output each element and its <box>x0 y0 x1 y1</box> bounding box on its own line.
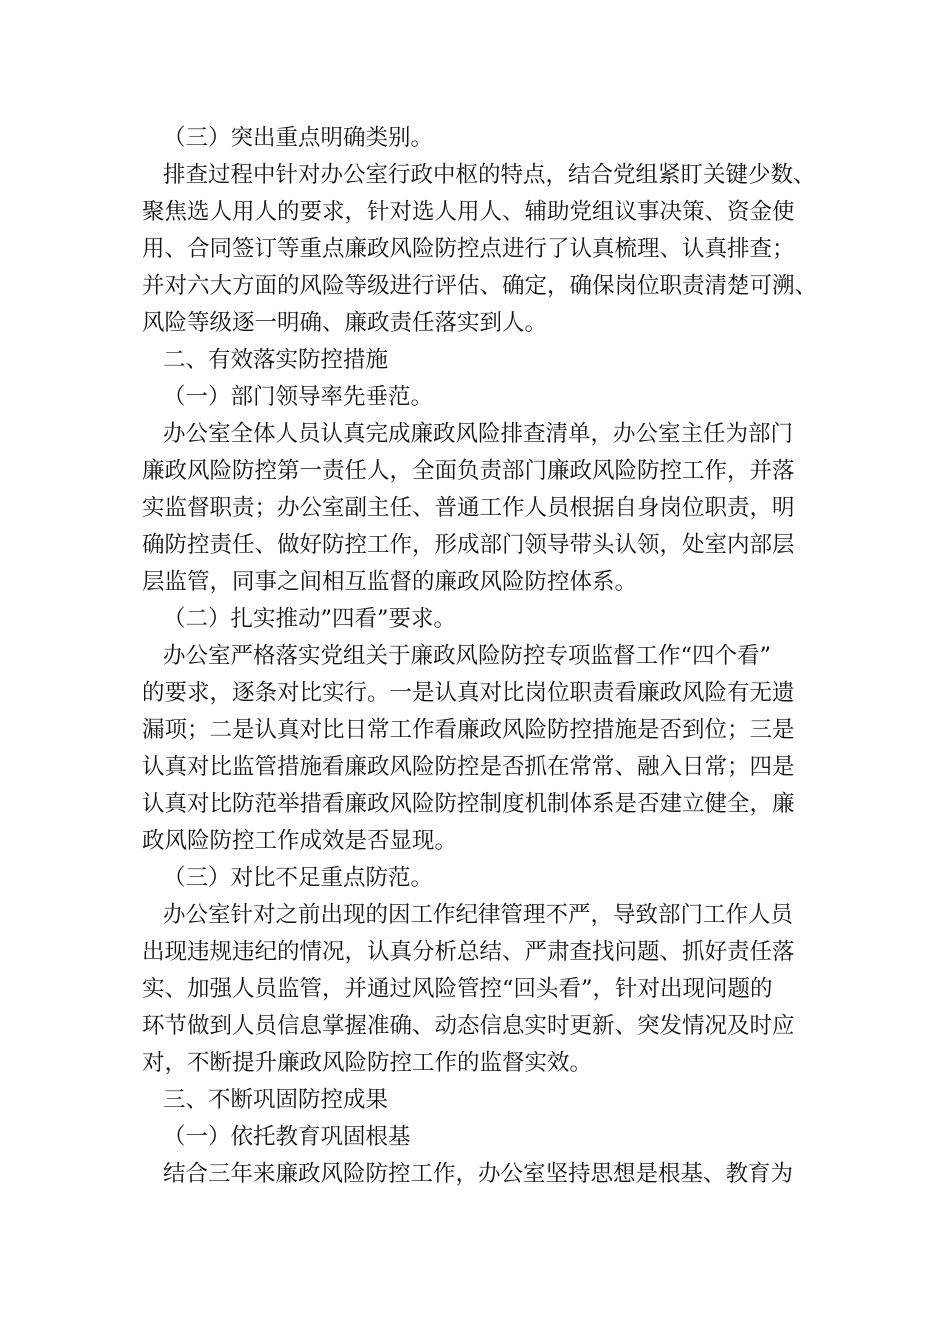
paragraph-line: 层监管，同事之间相互监督的廉政风险防控体系。 <box>142 569 638 595</box>
paragraph-line: 政风险防控工作成效是否显现。 <box>142 828 458 854</box>
subheading: （三）突出重点明确类别。 <box>163 125 434 151</box>
subheading: （三）对比不足重点防范。 <box>163 865 434 891</box>
paragraph-line: 廉政风险防控第一责任人，全面负责部门廉政风险防控工作，并落 <box>142 458 795 484</box>
paragraph-line: 结合三年来廉政风险防控工作，办公室坚持思想是根基、教育为 <box>163 1161 794 1187</box>
subheading: （二）扎实推动”四看”要求。 <box>163 606 457 632</box>
subheading: （一）部门领导率先垂范。 <box>163 384 434 410</box>
paragraph-line: 办公室全体人员认真完成廉政风险排查清单，办公室主任为部门 <box>163 421 794 447</box>
section-heading: 三、不断巩固防控成果 <box>163 1087 389 1113</box>
section-heading: 二、有效落实防控措施 <box>163 347 389 373</box>
paragraph-line: 认真对比防范举措看廉政风险防控制度机制体系是否建立健全，廉 <box>142 791 795 817</box>
paragraph-line: 环节做到人员信息掌握准确、动态信息实时更新、突发情况及时应 <box>142 1013 795 1039</box>
paragraph-line: 聚焦选人用人的要求，针对选人用人、辅助党组议事决策、资金使 <box>142 199 795 225</box>
paragraph-line: 实监督职责；办公室副主任、普通工作人员根据自身岗位职责，明 <box>142 495 795 521</box>
paragraph-line: 漏项；二是认真对比日常工作看廉政风险防控措施是否到位；三是 <box>142 717 795 743</box>
paragraph-line: 确防控责任、做好防控工作，形成部门领导带头认领，处室内部层 <box>142 532 795 558</box>
paragraph-line: 的要求，逐条对比实行。一是认真对比岗位职责看廉政风险有无遗 <box>142 680 795 706</box>
subheading: （一）依托教育巩固根基 <box>163 1124 411 1150</box>
paragraph-line: 出现违规违纪的情况，认真分析总结、严肃查找问题、抓好责任落 <box>142 939 795 965</box>
paragraph-line: 办公室严格落实党组关于廉政风险防控专项监督工作“四个看” <box>163 643 772 669</box>
paragraph-line: 风险等级逐一明确、廉政责任落实到人。 <box>142 310 548 336</box>
paragraph-line: 认真对比监管措施看廉政风险防控是否抓在常常、融入日常；四是 <box>142 754 795 780</box>
paragraph-line: 用、合同签订等重点廉政风险防控点进行了认真梳理、认真排查； <box>142 236 795 262</box>
paragraph-line: 对，不断提升廉政风险防控工作的监督实效。 <box>142 1050 593 1076</box>
paragraph-line: 排查过程中针对办公室行政中枢的特点，结合党组紧盯关键少数、 <box>163 162 816 188</box>
paragraph-line: 实、加强人员监管，并通过风险管控“回头看”，针对出现问题的 <box>142 976 773 1002</box>
paragraph-line: 并对六大方面的风险等级进行评估、确定，确保岗位职责清楚可溯、 <box>142 273 818 299</box>
paragraph-line: 办公室针对之前出现的因工作纪律管理不严，导致部门工作人员 <box>163 902 794 928</box>
